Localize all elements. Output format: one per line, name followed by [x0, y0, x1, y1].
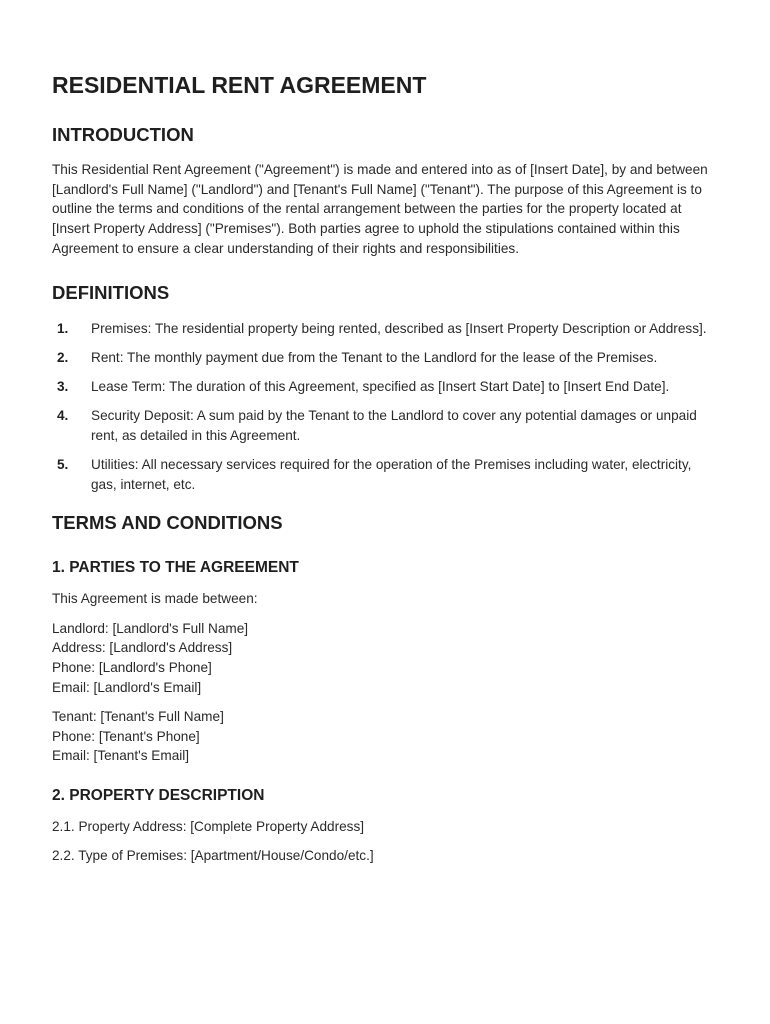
definition-text: Premises: The residential property being rented, described as [Insert Property Description or Address].	[91, 320, 707, 336]
definition-number: 4.	[57, 408, 69, 424]
definition-item	[52, 348, 720, 368]
definition-item	[52, 406, 720, 445]
definition-text: Utilities: All necessary services required for the operation of the Premises including water, electricity, gas, internet, etc.	[91, 457, 692, 492]
definition-number: 5.	[57, 457, 69, 473]
tenant-block	[52, 707, 720, 766]
definition-item	[52, 319, 720, 339]
parties-heading: 1. PARTIES TO THE AGREEMENT	[52, 559, 299, 577]
introduction-heading: INTRODUCTION	[52, 124, 194, 145]
landlord-block	[52, 619, 720, 698]
definition-number: 3.	[57, 378, 69, 394]
introduction-paragraph: This Residential Rent Agreement ("Agreement") is made and entered into as of [Insert Date], by and between [Landlord's Full Name] ("Landlord") and [Tenant's Full Name] ("Tenant"). The purpose of this Agreement is to outline the terms and conditions of the rental arrangement between the parties for the property located at [Insert Property Address] ("Premises"). Both parties agree to uphold the stipulations contained within this Agreement to ensure a clear understanding of their rights and responsibilities.	[52, 162, 708, 256]
definition-item	[52, 455, 720, 494]
parties-intro: This Agreement is made between:	[52, 591, 258, 607]
landlord-name: Landlord: [Landlord's Full Name]	[52, 620, 249, 636]
tenant-email: Email: [Tenant's Email]	[52, 748, 190, 764]
document-title: RESIDENTIAL RENT AGREEMENT	[52, 72, 427, 98]
tenant-phone: Phone: [Tenant's Phone]	[52, 728, 200, 744]
definition-text: Rent: The monthly payment due from the Tenant to the Landlord for the lease of the Premises.	[91, 349, 658, 365]
landlord-address: Address: [Landlord's Address]	[52, 640, 233, 656]
definition-text: Lease Term: The duration of this Agreement, specified as [Insert Start Date] to [Insert End Date].	[91, 378, 670, 394]
definition-text: Security Deposit: A sum paid by the Tenant to the Landlord to cover any potential damages or unpaid rent, as detailed in this Agreement.	[91, 408, 697, 443]
tenant-name: Tenant: [Tenant's Full Name]	[52, 708, 224, 724]
terms-heading: TERMS AND CONDITIONS	[52, 512, 283, 534]
property-type: 2.2. Type of Premises: [Apartment/House/Condo/etc.]	[52, 848, 374, 864]
definition-number: 2.	[57, 349, 69, 365]
definitions-heading: DEFINITIONS	[52, 281, 170, 303]
landlord-phone: Phone: [Landlord's Phone]	[52, 660, 212, 676]
property-heading: 2. PROPERTY DESCRIPTION	[52, 787, 265, 805]
definition-number: 1.	[57, 320, 69, 336]
definition-item	[52, 377, 720, 397]
definitions-list	[52, 319, 720, 495]
property-address: 2.1. Property Address: [Complete Property Address]	[52, 819, 365, 835]
landlord-email: Email: [Landlord's Email]	[52, 679, 202, 695]
